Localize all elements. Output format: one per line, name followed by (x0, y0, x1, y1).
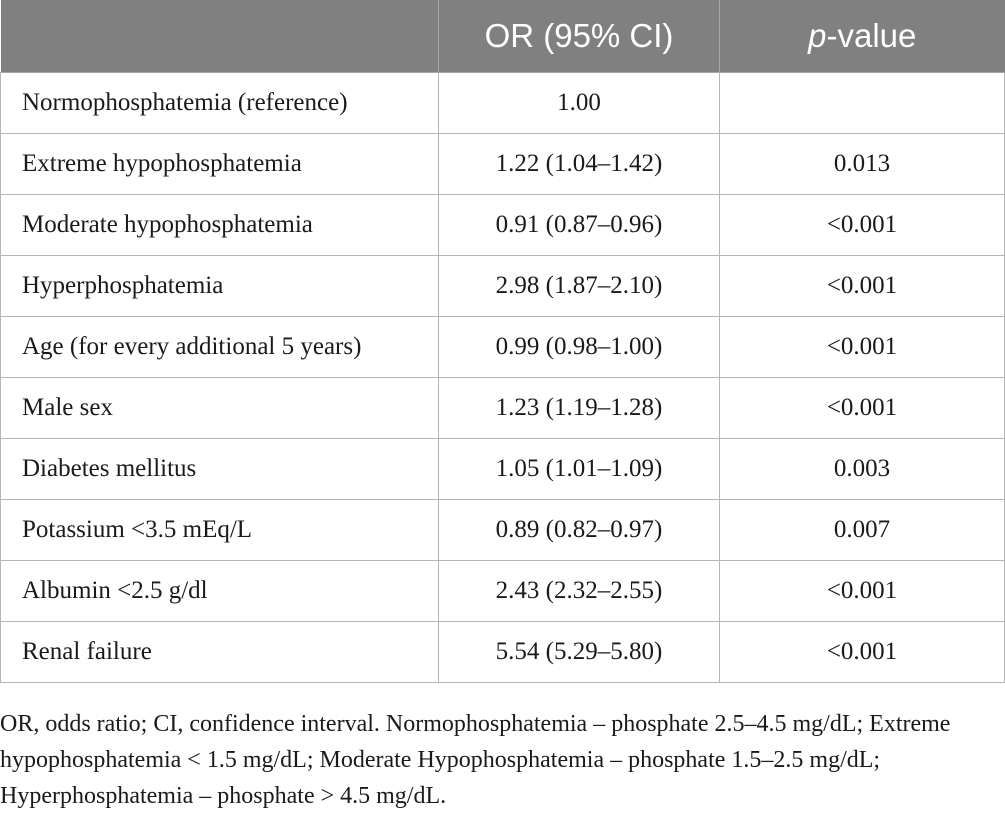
row-p (720, 73, 1005, 134)
row-p: <0.001 (720, 378, 1005, 439)
header-variable (1, 0, 439, 73)
row-or: 0.89 (0.82–0.97) (439, 500, 720, 561)
table-header (1, 0, 1005, 73)
row-or: 2.43 (2.32–2.55) (439, 561, 720, 622)
table-row (1, 439, 1005, 500)
table-row (1, 500, 1005, 561)
row-variable: Diabetes mellitus (1, 439, 439, 500)
row-variable: Hyperphosphatemia (1, 256, 439, 317)
table-row (1, 256, 1005, 317)
row-or: 1.22 (1.04–1.42) (439, 134, 720, 195)
row-variable: Age (for every additional 5 years) (1, 317, 439, 378)
row-or: 2.98 (1.87–2.10) (439, 256, 720, 317)
table-footnote: OR, odds ratio; CI, confidence interval. Normophosphatemia – phosphate 2.5–4.5 mg/dL; Extreme hypophosphatemia < 1.5 mg/dL; Moderate Hypophosphatemia – phosphate 1.5–2.5 mg/dL; Hyperphosphatemia – phosphate > 4.5 mg/dL. (0, 711, 951, 809)
row-or: 0.99 (0.98–1.00) (439, 317, 720, 378)
row-variable: Extreme hypophosphatemia (1, 134, 439, 195)
row-p: <0.001 (720, 195, 1005, 256)
row-variable: Renal failure (1, 622, 439, 683)
header-p-value (720, 0, 1005, 73)
header-p-italic: p (808, 17, 827, 54)
table-row (1, 317, 1005, 378)
table-row (1, 622, 1005, 683)
row-or: 1.05 (1.01–1.09) (439, 439, 720, 500)
row-or: 5.54 (5.29–5.80) (439, 622, 720, 683)
table-row (1, 195, 1005, 256)
row-or: 1.00 (439, 73, 720, 134)
header-row (1, 0, 1005, 73)
table-row (1, 73, 1005, 134)
row-p: 0.007 (720, 500, 1005, 561)
table-row (1, 561, 1005, 622)
row-p: 0.013 (720, 134, 1005, 195)
table-row (1, 378, 1005, 439)
row-variable: Male sex (1, 378, 439, 439)
row-p: <0.001 (720, 561, 1005, 622)
row-variable: Albumin <2.5 g/dl (1, 561, 439, 622)
row-p: <0.001 (720, 317, 1005, 378)
row-or: 0.91 (0.87–0.96) (439, 195, 720, 256)
row-p: <0.001 (720, 256, 1005, 317)
table-body (1, 73, 1005, 683)
header-or-ci: OR (95% CI) (439, 0, 720, 73)
row-p: 0.003 (720, 439, 1005, 500)
row-variable: Normophosphatemia (reference) (1, 73, 439, 134)
row-or: 1.23 (1.19–1.28) (439, 378, 720, 439)
row-p: <0.001 (720, 622, 1005, 683)
header-p-rest: -value (826, 17, 917, 54)
row-variable: Moderate hypophosphatemia (1, 195, 439, 256)
table-row (1, 134, 1005, 195)
row-variable: Potassium <3.5 mEq/L (1, 500, 439, 561)
